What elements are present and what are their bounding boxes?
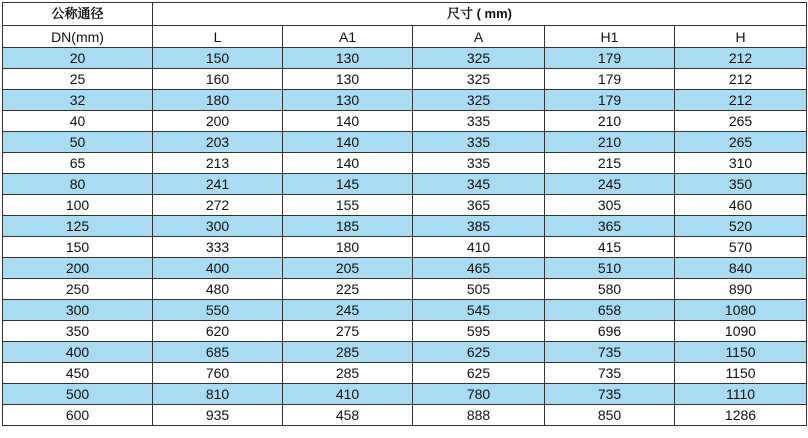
a1-cell: 410 bbox=[283, 384, 413, 405]
h1-cell: 850 bbox=[545, 405, 675, 426]
h1-cell: 510 bbox=[545, 258, 675, 279]
a1-cell: 140 bbox=[283, 111, 413, 132]
a1-cell: 245 bbox=[283, 300, 413, 321]
a-cell: 625 bbox=[413, 363, 545, 384]
h-cell: 570 bbox=[675, 237, 807, 258]
column-header-a1: A1 bbox=[283, 26, 413, 48]
h1-cell: 245 bbox=[545, 174, 675, 195]
dn-cell: 25 bbox=[3, 69, 153, 90]
l-cell: 620 bbox=[153, 321, 283, 342]
table-row bbox=[3, 258, 807, 279]
a1-cell: 145 bbox=[283, 174, 413, 195]
dn-cell: 150 bbox=[3, 237, 153, 258]
h1-cell: 210 bbox=[545, 132, 675, 153]
h1-cell: 179 bbox=[545, 90, 675, 111]
l-cell: 480 bbox=[153, 279, 283, 300]
table-row bbox=[3, 342, 807, 363]
a-cell: 625 bbox=[413, 342, 545, 363]
a1-cell: 130 bbox=[283, 69, 413, 90]
a-cell: 335 bbox=[413, 153, 545, 174]
h1-cell: 415 bbox=[545, 237, 675, 258]
h1-cell: 580 bbox=[545, 279, 675, 300]
h1-cell: 658 bbox=[545, 300, 675, 321]
table-row bbox=[3, 237, 807, 258]
a1-cell: 185 bbox=[283, 216, 413, 237]
a-cell: 365 bbox=[413, 195, 545, 216]
l-cell: 810 bbox=[153, 384, 283, 405]
a-cell: 325 bbox=[413, 69, 545, 90]
dn-cell: 450 bbox=[3, 363, 153, 384]
l-cell: 180 bbox=[153, 90, 283, 111]
h-cell: 265 bbox=[675, 111, 807, 132]
column-header-h1: H1 bbox=[545, 26, 675, 48]
dn-cell: 65 bbox=[3, 153, 153, 174]
h1-cell: 735 bbox=[545, 342, 675, 363]
h1-cell: 179 bbox=[545, 48, 675, 69]
a-cell: 325 bbox=[413, 48, 545, 69]
table-row bbox=[3, 405, 807, 426]
table-row bbox=[3, 111, 807, 132]
a-cell: 345 bbox=[413, 174, 545, 195]
l-cell: 333 bbox=[153, 237, 283, 258]
a-cell: 410 bbox=[413, 237, 545, 258]
l-cell: 400 bbox=[153, 258, 283, 279]
table-row bbox=[3, 321, 807, 342]
column-header-h: H bbox=[675, 26, 807, 48]
h-cell: 840 bbox=[675, 258, 807, 279]
h1-cell: 365 bbox=[545, 216, 675, 237]
a-cell: 325 bbox=[413, 90, 545, 111]
a1-cell: 140 bbox=[283, 153, 413, 174]
table-row bbox=[3, 363, 807, 384]
a-cell: 595 bbox=[413, 321, 545, 342]
l-cell: 241 bbox=[153, 174, 283, 195]
header-dn-top: 公称通径 bbox=[3, 3, 153, 26]
table-body bbox=[3, 48, 807, 426]
l-cell: 160 bbox=[153, 69, 283, 90]
l-cell: 150 bbox=[153, 48, 283, 69]
table-row bbox=[3, 69, 807, 90]
l-cell: 203 bbox=[153, 132, 283, 153]
dn-cell: 600 bbox=[3, 405, 153, 426]
a-cell: 888 bbox=[413, 405, 545, 426]
table-row bbox=[3, 132, 807, 153]
h-cell: 1150 bbox=[675, 342, 807, 363]
table-row bbox=[3, 300, 807, 321]
a1-cell: 180 bbox=[283, 237, 413, 258]
h-cell: 212 bbox=[675, 48, 807, 69]
dn-cell: 100 bbox=[3, 195, 153, 216]
h-cell: 212 bbox=[675, 69, 807, 90]
h-cell: 1090 bbox=[675, 321, 807, 342]
h-cell: 350 bbox=[675, 174, 807, 195]
table-row bbox=[3, 153, 807, 174]
header-row-sub bbox=[3, 26, 807, 48]
h-cell: 1110 bbox=[675, 384, 807, 405]
h1-cell: 305 bbox=[545, 195, 675, 216]
dimension-table bbox=[2, 2, 807, 426]
dn-cell: 20 bbox=[3, 48, 153, 69]
h-cell: 310 bbox=[675, 153, 807, 174]
a1-cell: 130 bbox=[283, 90, 413, 111]
dn-cell: 200 bbox=[3, 258, 153, 279]
dn-cell: 50 bbox=[3, 132, 153, 153]
a1-cell: 225 bbox=[283, 279, 413, 300]
dn-cell: 250 bbox=[3, 279, 153, 300]
a1-cell: 130 bbox=[283, 48, 413, 69]
a1-cell: 205 bbox=[283, 258, 413, 279]
h1-cell: 210 bbox=[545, 111, 675, 132]
a-cell: 780 bbox=[413, 384, 545, 405]
a1-cell: 155 bbox=[283, 195, 413, 216]
h-cell: 1286 bbox=[675, 405, 807, 426]
table-row bbox=[3, 216, 807, 237]
header-dimensions: 尺寸 ( mm) bbox=[153, 3, 807, 26]
h1-cell: 215 bbox=[545, 153, 675, 174]
dn-cell: 350 bbox=[3, 321, 153, 342]
column-header-l: L bbox=[153, 26, 283, 48]
h1-cell: 696 bbox=[545, 321, 675, 342]
a-cell: 505 bbox=[413, 279, 545, 300]
h-cell: 890 bbox=[675, 279, 807, 300]
l-cell: 550 bbox=[153, 300, 283, 321]
dn-cell: 500 bbox=[3, 384, 153, 405]
table-row bbox=[3, 90, 807, 111]
table-row bbox=[3, 195, 807, 216]
l-cell: 760 bbox=[153, 363, 283, 384]
a-cell: 465 bbox=[413, 258, 545, 279]
h1-cell: 179 bbox=[545, 69, 675, 90]
table-row bbox=[3, 48, 807, 69]
header-dn-bottom: DN(mm) bbox=[3, 26, 153, 48]
dn-cell: 125 bbox=[3, 216, 153, 237]
h-cell: 460 bbox=[675, 195, 807, 216]
table-row bbox=[3, 279, 807, 300]
h1-cell: 735 bbox=[545, 363, 675, 384]
l-cell: 300 bbox=[153, 216, 283, 237]
h-cell: 520 bbox=[675, 216, 807, 237]
header-row-top bbox=[3, 3, 807, 26]
l-cell: 935 bbox=[153, 405, 283, 426]
l-cell: 272 bbox=[153, 195, 283, 216]
dn-cell: 32 bbox=[3, 90, 153, 111]
h-cell: 265 bbox=[675, 132, 807, 153]
h-cell: 1150 bbox=[675, 363, 807, 384]
l-cell: 685 bbox=[153, 342, 283, 363]
dn-cell: 300 bbox=[3, 300, 153, 321]
a1-cell: 285 bbox=[283, 342, 413, 363]
h-cell: 1080 bbox=[675, 300, 807, 321]
dn-cell: 400 bbox=[3, 342, 153, 363]
a1-cell: 285 bbox=[283, 363, 413, 384]
a-cell: 335 bbox=[413, 111, 545, 132]
a-cell: 335 bbox=[413, 132, 545, 153]
table-row bbox=[3, 384, 807, 405]
dn-cell: 40 bbox=[3, 111, 153, 132]
h1-cell: 735 bbox=[545, 384, 675, 405]
a1-cell: 458 bbox=[283, 405, 413, 426]
table-row bbox=[3, 174, 807, 195]
a-cell: 385 bbox=[413, 216, 545, 237]
l-cell: 213 bbox=[153, 153, 283, 174]
l-cell: 200 bbox=[153, 111, 283, 132]
a-cell: 545 bbox=[413, 300, 545, 321]
a1-cell: 275 bbox=[283, 321, 413, 342]
h-cell: 212 bbox=[675, 90, 807, 111]
column-header-a: A bbox=[413, 26, 545, 48]
dn-cell: 80 bbox=[3, 174, 153, 195]
a1-cell: 140 bbox=[283, 132, 413, 153]
